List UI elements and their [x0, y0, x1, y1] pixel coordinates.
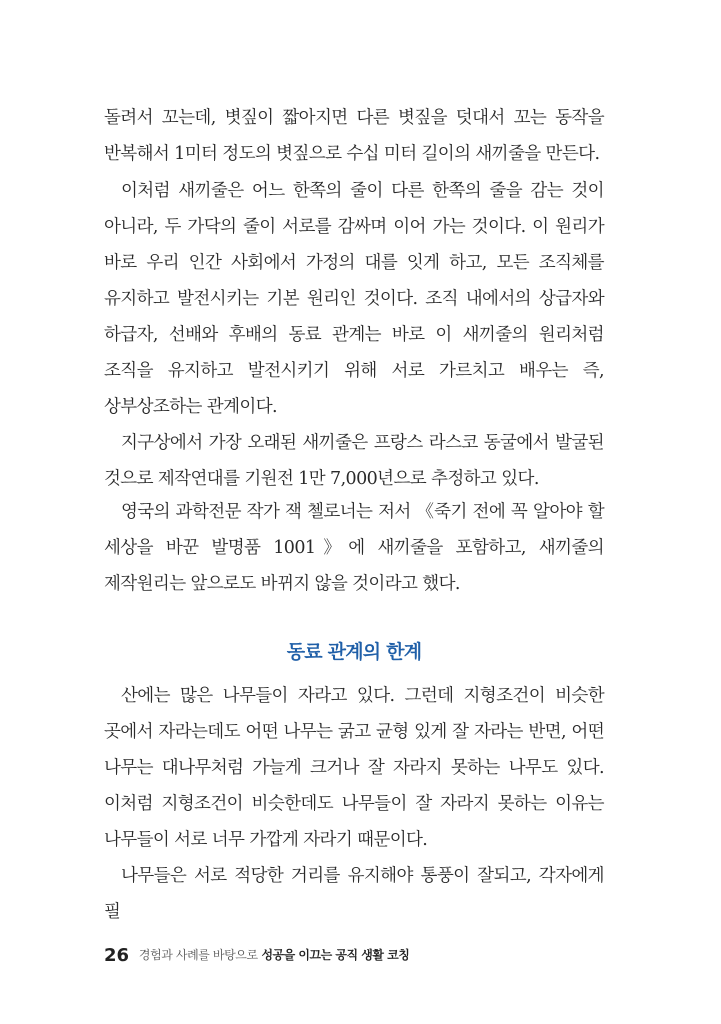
page-number: 26 — [104, 945, 130, 966]
section-heading: 동료 관계의 한계 — [281, 638, 428, 666]
paragraph: 나무들은 서로 적당한 거리를 유지해야 통풍이 잘되고, 각자에게 필 — [104, 866, 604, 922]
section-heading-wrap — [104, 638, 604, 666]
page-footer — [104, 945, 409, 966]
paragraph: 산에는 많은 나무들이 자라고 있다. 그런데 지형조건이 비슷한 곳에서 자라는데도 어떤 나무는 굵고 균형 있게 잘 자라는 반면, 어떤 나무는 대나무처럼 가늘게 크거나 잘 자라지 못하는 나무도 있다. 이처럼 지형조건이 비슷한데도 나무들이 잘 자라지 못하는 이유는 나무들이 서로 너무 가깝게 자라기 때문이다. — [104, 686, 604, 850]
book-title: 성공을 이끄는 공직 생활 코칭 — [261, 948, 410, 962]
paragraph: 이처럼 새끼줄은 어느 한쪽의 줄이 다른 한쪽의 줄을 감는 것이 아니라, 두 가닥의 줄이 서로를 감싸며 이어 가는 것이다. 이 원리가 바로 우리 인간 사회에서 가정의 대를 잇게 하고, 모든 조직체를 유지하고 발전시키는 기본 원리인 것이다. 조직 내에서의 상급자와 하급자, 선배와 후배의 동료 관계는 바로 이 새끼줄의 원리처럼 조직을 유지하고 발전시키기 위해 서로 가르치고 배우는 즉, 상부상조하는 관계이다. — [104, 181, 604, 417]
paragraph: 영국의 과학전문 작가 잭 첼로너는 저서 《죽기 전에 꼭 알아야 할 세상을 바꾼 발명품 1001》에 새끼줄을 포함하고, 새끼줄의 제작원리는 앞으로도 바뀌지 않을 것이라고 했다. — [104, 502, 604, 594]
book-subtitle: 경험과 사례를 바탕으로 — [138, 948, 258, 962]
paragraph: 지구상에서 가장 오래된 새끼줄은 프랑스 라스코 동굴에서 발굴된 것으로 제작연대를 기원전 1만 7,000년으로 추정하고 있다. — [104, 433, 604, 489]
paragraph: 돌려서 꼬는데, 볏짚이 짧아지면 다른 볏짚을 덧대서 꼬는 동작을 반복해서 1미터 정도의 볏짚으로 수십 미터 길이의 새끼줄을 만든다. — [104, 108, 604, 164]
